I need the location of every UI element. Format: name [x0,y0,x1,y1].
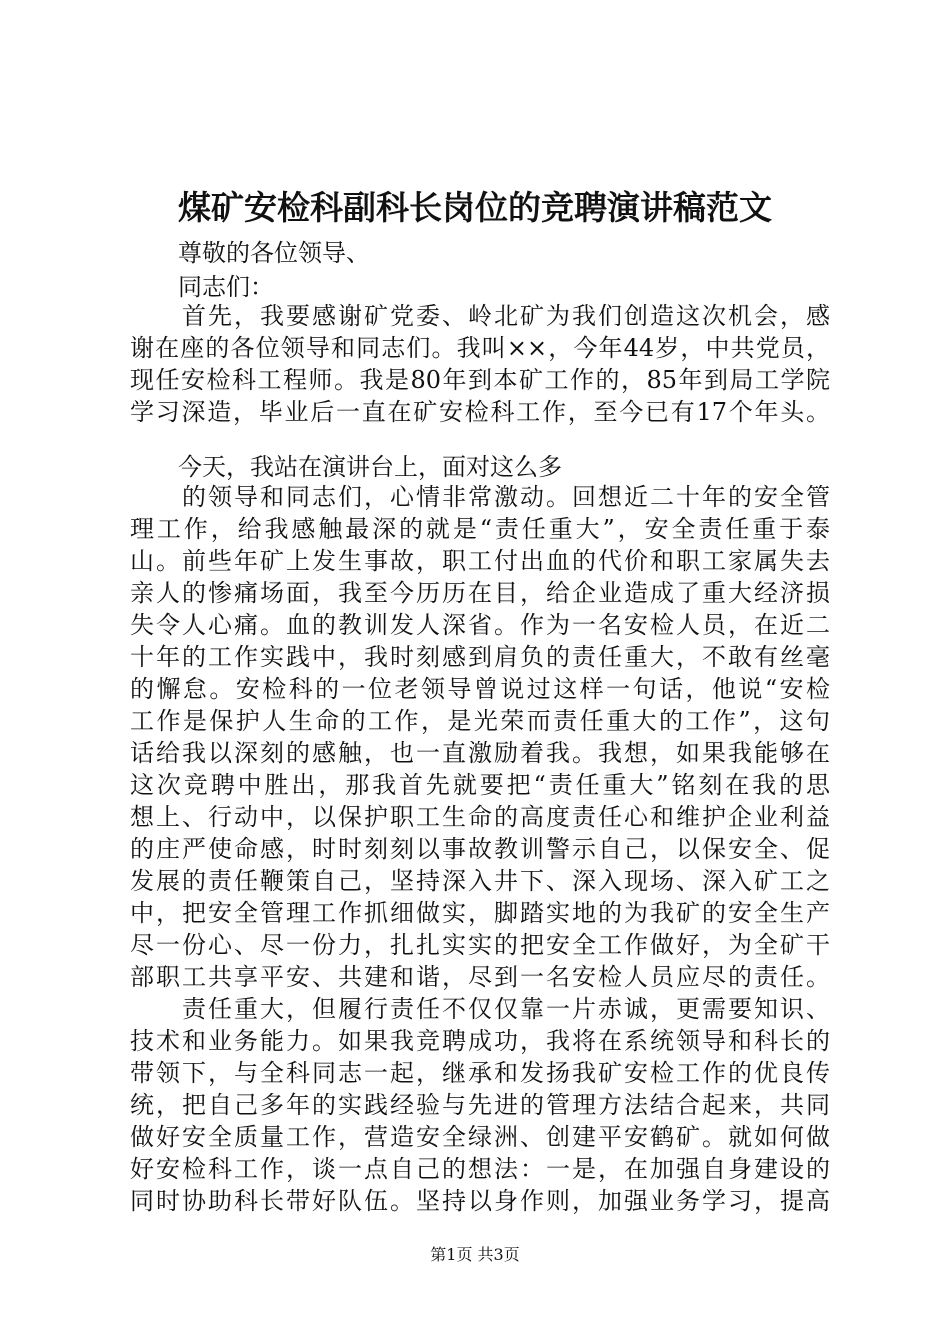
body-line: 做好安全质量工作，营造安全绿洲、创建平安鹤矿。就如何做 [130,1123,830,1151]
body-line: 责任重大，但履行责任不仅仅靠一片赤诚，更需要知识、 [130,995,830,1023]
body-line: 今天，我站在演讲台上，面对这么多 [130,453,562,481]
body-line: 话给我以深刻的感触，也一直激励着我。我想，如果我能够在 [130,739,830,767]
body-line: 的庄严使命感，时时刻刻以事故教训警示自己，以保安全、促 [130,835,830,863]
body-line: 现任安检科工程师。我是80年到本矿工作的，85年到局工学院 [130,366,830,394]
body-line: 中，把安全管理工作抓细做实，脚踏实地的为我矿的安全生产 [130,899,830,927]
body-line: 带领下，与全科同志一起，继承和发扬我矿安检工作的优良传 [130,1059,830,1087]
body-line: 好安检科工作，谈一点自己的想法：一是，在加强自身建设的 [130,1155,830,1183]
body-line: 想上、行动中，以保护职工生命的高度责任心和维护企业利益 [130,803,830,831]
body-line: 失令人心痛。血的教训发人深省。作为一名安检人员，在近二 [130,611,830,639]
body-line: 同时协助科长带好队伍。坚持以身作则，加强业务学习，提高 [130,1187,830,1215]
body-line: 尽一份心、尽一份力，扎扎实实的把安全工作做好，为全矿干 [130,931,830,959]
body-line: 理工作，给我感触最深的就是“责任重大”，安全责任重于泰 [130,515,830,543]
body-line: 工作是保护人生命的工作，是光荣而责任重大的工作”，这句 [130,707,830,735]
body-line: 亲人的惨痛场面，我至今历历在目，给企业造成了重大经济损 [130,579,830,607]
body-line: 统，把自己多年的实践经验与先进的管理方法结合起来，共同 [130,1091,830,1119]
body-line: 谢在座的各位领导和同志们。我叫××，今年44岁，中共党员， [130,334,830,362]
body-line: 发展的责任鞭策自己，坚持深入井下、深入现场、深入矿工之 [130,867,830,895]
body-line: 山。前些年矿上发生事故，职工付出血的代价和职工家属失去 [130,547,830,575]
body-line: 学习深造，毕业后一直在矿安检科工作，至今已有17个年头。 [130,398,830,426]
body-line: 部职工共享平安、共建和谐，尽到一名安检人员应尽的责任。 [130,963,830,991]
body-line: 的懈怠。安检科的一位老领导曾说过这样一句话，他说“安检 [130,675,830,703]
body-line: 这次竞聘中胜出，那我首先就要把“责任重大”铭刻在我的思 [130,771,830,799]
body-line: 首先，我要感谢矿党委、岭北矿为我们创造这次机会，感 [130,302,830,330]
body-line: 的领导和同志们，心情非常激动。回想近二十年的安全管 [130,483,830,511]
body-line: 十年的工作实践中，我时刻感到肩负的责任重大，不敢有丝毫 [130,643,830,671]
document-title: 煤矿安检科副科长岗位的竞聘演讲稿范文 [178,188,772,227]
body-line: 尊敬的各位领导、 [130,239,370,267]
page-footer: 第1页 共3页 [430,1245,520,1264]
body-line: 同志们： [130,273,274,301]
body-line: 技术和业务能力。如果我竞聘成功，我将在系统领导和科长的 [130,1027,830,1055]
